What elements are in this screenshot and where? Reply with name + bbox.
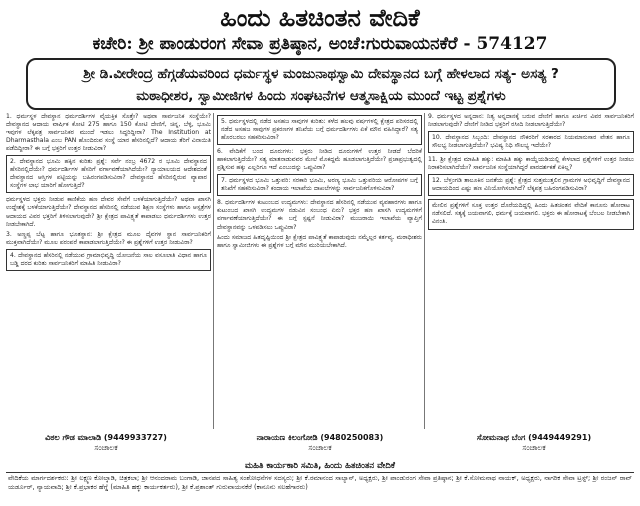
signatory-role: ಸಂಚಾಲಕ xyxy=(94,443,118,452)
question-text: 4. ದೇವಸ್ಥಾನದ ಹೆಸರಿನಲ್ಲಿ ನಡೆಯುವ ಗ್ರಾಮಾಭಿವೃದ್ಧಿ ಯೋಜನೆಯ ಸಾಲ ವಸೂಲಾತಿ ವಿಧಾನ ಹಾಗೂ ಬಡ್ಡಿ ದರದ ಕುರಿತು ಸಾರ್ವಜನಿಕರಿಗೆ ಮಾಹಿತಿ ನೀಡುವಿರಾ? xyxy=(10,251,207,267)
signatories xyxy=(6,432,634,458)
footer-organization: ಮಹಿತಿ ಕಾರ್ಯಕಾರಿ ಸಮಿತಿ, ಹಿಂದು ಹಿತಚಿಂತನ ವೇದಿಕೆ xyxy=(245,461,395,471)
question-text: 11. ಶ್ರೀ ಕ್ಷೇತ್ರದ ಮಾಹಿತಿ ಹಕ್ಕು: ಮಾಹಿತಿ ಹಕ್ಕು ಕಾಯ್ದೆಯಡಿಯಲ್ಲಿ ಕೇಳಲಾದ ಪ್ರಶ್ನೆಗಳಿಗೆ ಉತ್ತರ ನೀಡಲು ನಿರಾಕರಿಸಲಾಗಿದೆಯೇ? ಸಾರ್ವಜನಿಕ ಸಂಸ್ಥೆಯಾಗಿದ್ದರೆ ಪಾರದರ್ಶಕತೆ ಏಕಿಲ್ಲ? xyxy=(428,156,634,172)
question-text: 12. ಬೆಳ್ತಂಗಡಿ ತಾಲೂಕಿನ ಜನತೆಯ ಪ್ರಶ್ನೆ: ಕ್ಷೇತ್ರದ ಸುತ್ತಮುತ್ತಲಿನ ಗ್ರಾಮಗಳ ಅಭಿವೃದ್ಧಿಗೆ ದೇವಸ್ಥಾನದ ಆದಾಯದಿಂದ ಎಷ್ಟು ಹಣ ವಿನಿಯೋಗಿಸಲಾಗಿದೆ? ಲೆಕ್ಕಪತ್ರ ಬಹಿರಂಗಪಡಿಸುವಿರಾ? xyxy=(432,177,630,193)
question-block xyxy=(6,231,211,247)
question-box xyxy=(6,155,211,193)
question-text: 5. ಧರ್ಮಸ್ಥಳದಲ್ಲಿ ನಡೆದ ಅಸಹಜ ಸಾವುಗಳ ಕುರಿತು: ಕಳೆದ ಹಲವು ವರ್ಷಗಳಲ್ಲಿ ಕ್ಷೇತ್ರದ ಪರಿಸರದಲ್ಲಿ ನಡೆದ ಅಸಹಜ ಸಾವುಗಳ ಪ್ರಕರಣಗಳ ತನಿಖೆಯ ಬಗ್ಗೆ ಧರ್ಮದರ್ಶಿಗಳು ಏಕೆ ಮೌನ ವಹಿಸಿದ್ದಾರೆ? ಸತ್ಯ ಹೊರಬರಲು ಸಹಕರಿಸುವಿರಾ? xyxy=(221,118,418,142)
question-box xyxy=(428,174,634,196)
signatory xyxy=(6,432,206,453)
footer-divider xyxy=(6,472,634,473)
question-text: 6. ವೇದಿಕೆಗೆ ಬಂದ ದೂರುಗಳು: ಭಕ್ತರು ನೀಡಿದ ದೂರುಗಳಿಗೆ ಉತ್ತರ ನೀಡದೆ ಬೆದರಿಕೆ ಹಾಕಲಾಗುತ್ತಿದೆಯೇ? ಸತ್ಯ ಮಾತನಾಡುವವರ ಮೇಲೆ ಮೊಕದ್ದಮೆ ಹೂಡಲಾಗುತ್ತಿದೆಯೇ? ಪ್ರಜಾಪ್ರಭುತ್ವದಲ್ಲಿ ಪ್ರಶ್ನಿಸುವ ಹಕ್ಕು ಎಲ್ಲರಿಗೂ ಇದೆ ಎಂಬುದನ್ನು ಒಪ್ಪುವಿರಾ? xyxy=(217,148,422,172)
headline-banner xyxy=(26,58,616,110)
signatory-role: ಸಂಚಾಲಕ xyxy=(308,443,332,452)
footer-advisors-note: ವೇದಿಕೆಯ ಮಾರ್ಗದರ್ಶಕರು: ಶ್ರೀ ಲಕ್ಷ್ಮಣ ಕೋಲ್ಕಾಡಿ, ಚಿತ್ರಕಲಾ; ಶ್ರೀ ಆನಂದರಾಮ ಬಂಗಾಡಿ, ಜಾನಪದ ಸಾಹಿತ್ಯ ಸಂಶೋಧನೆಗಳ ಸದಸ್ಯರು; ಶ್ರೀ ಕೆ.ರಮಾನಂದ ಸಾಲ್ಯಾನ್, ಅಧ್ಯಕ್ಷರು, ಶ್ರೀ ಪಾಂಡುರಂಗ ಸೇವಾ ಪ್ರತಿಷ್ಠಾನ; ಶ್ರೀ ಕೆ.ಸೋಮನಾಥ ನಾಯಕ್, ಅಧ್ಯಕ್ಷರು, ನಾಗರಿಕ ಸೇವಾ ಟ್ರಸ್ಟ್; ಶ್ರೀ ರಂಜನ್ ರಾವ್ ಯರ್ಡೂರ್, ನ್ಯಾಯವಾದಿ; ಶ್ರೀ ಕೆ.ಪ್ರಭಾಕರ ಹೆಗ್ಡೆ (ಮಾಹಿತಿ ಹಕ್ಕು ಕಾರ್ಯಕರ್ತರು), ಶ್ರೀ ಕೆ.ಪ್ರಶಾಂತ್ ಗುರುವಾಯನಕೆರೆ (ಕಾನೂನು ಸಲಹೆಗಾರರು) xyxy=(8,474,632,492)
question-box xyxy=(217,174,422,196)
headline-line-2: ಮಠಾಧೀಶರ, ಸ್ವಾಮೀಜಿಗಳ ಹಿಂದು ಸಂಘಟನೆಗಳ ಆತ್ಮಸಾಕ್ಷಿಯ ಮುಂದೆ ಇಟ್ಟ ಪ್ರಶ್ನೆಗಳು xyxy=(136,88,506,104)
question-box xyxy=(428,131,634,153)
question-block xyxy=(428,113,634,129)
question-text: ಧರ್ಮಸ್ಥಳದ ಭಕ್ತರು ನೀಡುವ ಕಾಣಿಕೆಯ ಹಣ ದೇವರ ಸೇವೆಗೆ ಬಳಕೆಯಾಗುತ್ತಿದೆಯೇ? ಅಥವಾ ಖಾಸಗಿ ಉದ್ದೇಶಕ್ಕೆ ಬಳಕೆಯಾಗುತ್ತಿದೆಯೇ? ದೇವಸ್ಥಾನದ ಹೆಸರಿನಲ್ಲಿ ನಡೆಯುವ ಶಿಕ್ಷಣ ಸಂಸ್ಥೆಗಳು ಹಾಗೂ ಆಸ್ಪತ್ರೆಗಳ ಆದಾಯದ ವಿವರ ಭಕ್ತರಿಗೆ ತಿಳಿಸಲಾಗುವುದೇ? ಶ್ರೀ ಕ್ಷೇತ್ರದ ಪಾವಿತ್ರ್ಯತೆ ಕಾಪಾಡಲು ಧರ್ಮದರ್ಶಿಗಳು ಉತ್ತರ ನೀಡಬೇಕಾಗಿದೆ. xyxy=(6,196,211,228)
question-text: 7. ಧರ್ಮಸ್ಥಳದ ಭೂಮಿ ಒತ್ತುವರಿ: ಸರಕಾರಿ ಭೂಮಿ, ಅರಣ್ಯ ಭೂಮಿ ಒತ್ತುವರಿಯ ಆರೋಪಗಳ ಬಗ್ಗೆ ತನಿಖೆಗೆ ಸಹಕರಿಸುವಿರಾ? ಕಂದಾಯ ಇಲಾಖೆಯ ದಾಖಲೆಗಳನ್ನು ಸಾರ್ವಜನಿಕಗೊಳಿಸುವಿರಾ? xyxy=(221,177,418,193)
signatory-name: ವಿಠಲ ಗೌಡ ಮಾಲಾಡಿ (9449933727) xyxy=(45,433,167,442)
question-text: 8. ಧರ್ಮದರ್ಶಿಗಳ ಕುಟುಂಬದ ಉದ್ಯಮಗಳು: ದೇವಸ್ಥಾನದ ಹೆಸರಿನಲ್ಲಿ ನಡೆಯುವ ವ್ಯವಹಾರಗಳು ಹಾಗೂ ಕುಟುಂಬದ ಖಾಸಗಿ ಉದ್ಯಮಗಳ ನಡುವಿನ ಸಂಬಂಧ ಏನು? ಭಕ್ತರ ಹಣ ಖಾಸಗಿ ಉದ್ಯಮಗಳಿಗೆ ವರ್ಗಾವಣೆಯಾಗುತ್ತಿದೆಯೇ? ಈ ಬಗ್ಗೆ ಸ್ಪಷ್ಟನೆ ನೀಡುವಿರಾ? ಮುಜರಾಯಿ ಇಲಾಖೆಯ ವ್ಯಾಪ್ತಿಗೆ ದೇವಸ್ಥಾನವನ್ನು ಒಳಪಡಿಸಲು ಒಪ್ಪುವಿರಾ? xyxy=(217,199,422,231)
column-middle xyxy=(217,113,422,429)
headline-line-1: ಶ್ರೀ ಡಿ.ವೀರೇಂದ್ರ ಹೆಗ್ಗಡೆಯವರಿಂದ ಧರ್ಮಸ್ಥಳ ಮಂಜುನಾಥಸ್ವಾಮಿ ದೇವಸ್ಥಾನದ ಬಗ್ಗೆ ಹೇಳಲಾದ ಸತ್ಯ- ಅಸತ್ಯ ? xyxy=(83,66,559,82)
question-box xyxy=(6,249,211,271)
signatory-name: ನಾರಾಯಣ ಕಿಲಂಗೋಡಿ (9480250083) xyxy=(256,433,384,442)
signatory-role: ಸಂಚಾಲಕ xyxy=(522,443,546,452)
question-block xyxy=(6,196,211,228)
closing-appeal-box xyxy=(428,199,634,229)
signatory-name: ಸೋಮನಾಥ ಬೆಂಗ (9449449291) xyxy=(476,433,592,442)
column-divider xyxy=(424,113,425,429)
signatory xyxy=(434,432,634,453)
question-box xyxy=(217,115,422,145)
question-block xyxy=(217,199,422,231)
organization-title: ಹಿಂದು ಹಿತಚಿಂತನ ವೇದಿಕೆ xyxy=(220,3,420,32)
question-block xyxy=(428,156,634,172)
question-text: 9. ಧರ್ಮಸ್ಥಳದ ಅನ್ನದಾನ: ನಿತ್ಯ ಅನ್ನದಾನಕ್ಕೆ ಬರುವ ದೇಣಿಗೆ ಹಾಗೂ ಖರ್ಚಿನ ವಿವರ ಸಾರ್ವಜನಿಕರಿಗೆ ನೀಡಲಾಗುವುದೇ? ದೇಣಿಗೆ ನೀಡಿದ ಭಕ್ತರಿಗೆ ರಸೀದಿ ನೀಡಲಾಗುತ್ತಿದೆಯೇ? xyxy=(428,113,634,129)
question-text: 2. ದೇವಸ್ಥಾನದ ಭೂಮಿ ಹಕ್ಕಿನ ಕುರಿತು ಪ್ರಶ್ನೆ: ಸರ್ವೆ ನಂಬ್ರ 4672 ರ ಭೂಮಿ ದೇವಸ್ಥಾನದ ಹೆಸರಿನಲ್ಲಿದೆಯೇ? ಧರ್ಮದರ್ಶಿಗಳ ಹೆಸರಿಗೆ ವರ್ಗಾವಣೆಯಾಗಿದೆಯೇ? ನ್ಯಾಯಾಲಯದ ಆದೇಶದಂತೆ ದೇವಸ್ಥಾನದ ಆಸ್ತಿಗಳ ಪಟ್ಟಿಯನ್ನು ಬಹಿರಂಗಪಡಿಸುವಿರಾ? ದೇವಸ್ಥಾನದ ಹೆಸರಿನಲ್ಲಿರುವ ವ್ಯಾಪಾರ ಸಂಸ್ಥೆಗಳ ಲಾಭ ಯಾರಿಗೆ ಹೋಗುತ್ತಿದೆ? xyxy=(10,158,207,190)
column-divider xyxy=(213,113,214,429)
question-block xyxy=(6,113,211,153)
question-block xyxy=(217,148,422,172)
question-text: ಹಿಂದು ಸಮಾಜದ ಹಿತದೃಷ್ಟಿಯಿಂದ ಶ್ರೀ ಕ್ಷೇತ್ರದ ಪಾವಿತ್ರ್ಯತೆ ಕಾಪಾಡುವುದು ನಮ್ಮೆಲ್ಲರ ಕರ್ತವ್ಯ. ಮಠಾಧೀಶರು ಹಾಗೂ ಸ್ವಾಮೀಜಿಗಳು ಈ ಪ್ರಶ್ನೆಗಳ ಬಗ್ಗೆ ಮೌನ ಮುರಿಯಬೇಕಾಗಿದೆ. xyxy=(217,233,422,249)
signatory xyxy=(220,432,420,453)
question-text: 3. ಅಣ್ಣಪ್ಪ ಬೆಟ್ಟ ಹಾಗೂ ಭೂತಸ್ಥಾನ: ಶ್ರೀ ಕ್ಷೇತ್ರದ ಮೂಲ ದೈವಗಳ ಸ್ಥಾನ ಸಾರ್ವಜನಿಕರಿಗೆ ಮುಕ್ತವಾಗಿದೆಯೇ? ಮೂಲ ಪರಂಪರೆ ಕಾಪಾಡಲಾಗುತ್ತಿದೆಯೇ? ಈ ಪ್ರಶ್ನೆಗಳಿಗೆ ಉತ್ತರ ನೀಡುವಿರಾ? xyxy=(6,230,211,246)
column-left xyxy=(6,113,211,429)
column-right xyxy=(428,113,634,429)
question-text: 1. ಧರ್ಮಸ್ಥಳ ದೇವಸ್ಥಾನ ಧರ್ಮದರ್ಶಿಗಳ ವೈಯಕ್ತಿಕ ಸೊತ್ತೇ? ಅಥವಾ ಸಾರ್ವಜನಿಕ ಸಂಸ್ಥೆಯೇ? ದೇವಸ್ಥಾನದ ಆದಾಯ ವಾರ್ಷಿಕ ಕೋಟಿ 275 ಹಾಗೂ 150 ಕೋಟಿ ದೇಣಿಗೆ, ಚಿನ್ನ, ಬೆಳ್ಳಿ, ಭೂಮಿ ಇವುಗಳ ಲೆಕ್ಕಪತ್ರ ಸಾರ್ವಜನಿಕರ ಮುಂದೆ ಇಡಲು ಸಿದ್ಧರಿದ್ದೀರಾ? The Institution at Dharmasthala ಎಂಬ PAN ಹೊಂದಿರುವ ಸಂಸ್ಥೆ ಯಾರ ಹೆಸರಿನಲ್ಲಿದೆ? ಆದಾಯ ತೆರಿಗೆ ವಿನಾಯಿತಿ ಪಡೆದಿದ್ದೀರಾ? ಈ ಬಗ್ಗೆ ಭಕ್ತರಿಗೆ ಉತ್ತರ ನೀಡುವಿರಾ? xyxy=(6,113,211,153)
closing-appeal-text: ಮೇಲಿನ ಪ್ರಶ್ನೆಗಳಿಗೆ ಸೂಕ್ತ ಉತ್ತರ ದೊರೆಯದಿದ್ದಲ್ಲಿ ಹಿಂದು ಹಿತಚಿಂತನ ವೇದಿಕೆ ಕಾನೂನು ಹೋರಾಟ ನಡೆಸಲಿದೆ. ಸತ್ಯಕ್ಕೆ ಜಯವಾಗಲಿ, ಧರ್ಮಕ್ಕೆ ಜಯವಾಗಲಿ. ಭಕ್ತರು ಈ ಹೋರಾಟಕ್ಕೆ ಬೆಂಬಲ ನೀಡಬೇಕಾಗಿ ವಿನಂತಿ. xyxy=(432,202,630,226)
question-block xyxy=(217,234,422,250)
question-text: 10. ದೇವಸ್ಥಾನದ ಸಿಬ್ಬಂದಿ: ದೇವಸ್ಥಾನದ ನೌಕರರಿಗೆ ಸರಕಾರದ ನಿಯಮಾನುಸಾರ ವೇತನ ಹಾಗೂ ಸೌಲಭ್ಯ ನೀಡಲಾಗುತ್ತಿದೆಯೇ? ಭವಿಷ್ಯ ನಿಧಿ ಸೌಲಭ್ಯ ಇದೆಯೇ? xyxy=(432,134,630,150)
office-address: ಕಚೇರಿ: ಶ್ರೀ ಪಾಂಡುರಂಗ ಸೇವಾ ಪ್ರತಿಷ್ಠಾನ, ಅಂಚೆ:ಗುರುವಾಯನಕೆರೆ - 574127 xyxy=(92,34,548,54)
